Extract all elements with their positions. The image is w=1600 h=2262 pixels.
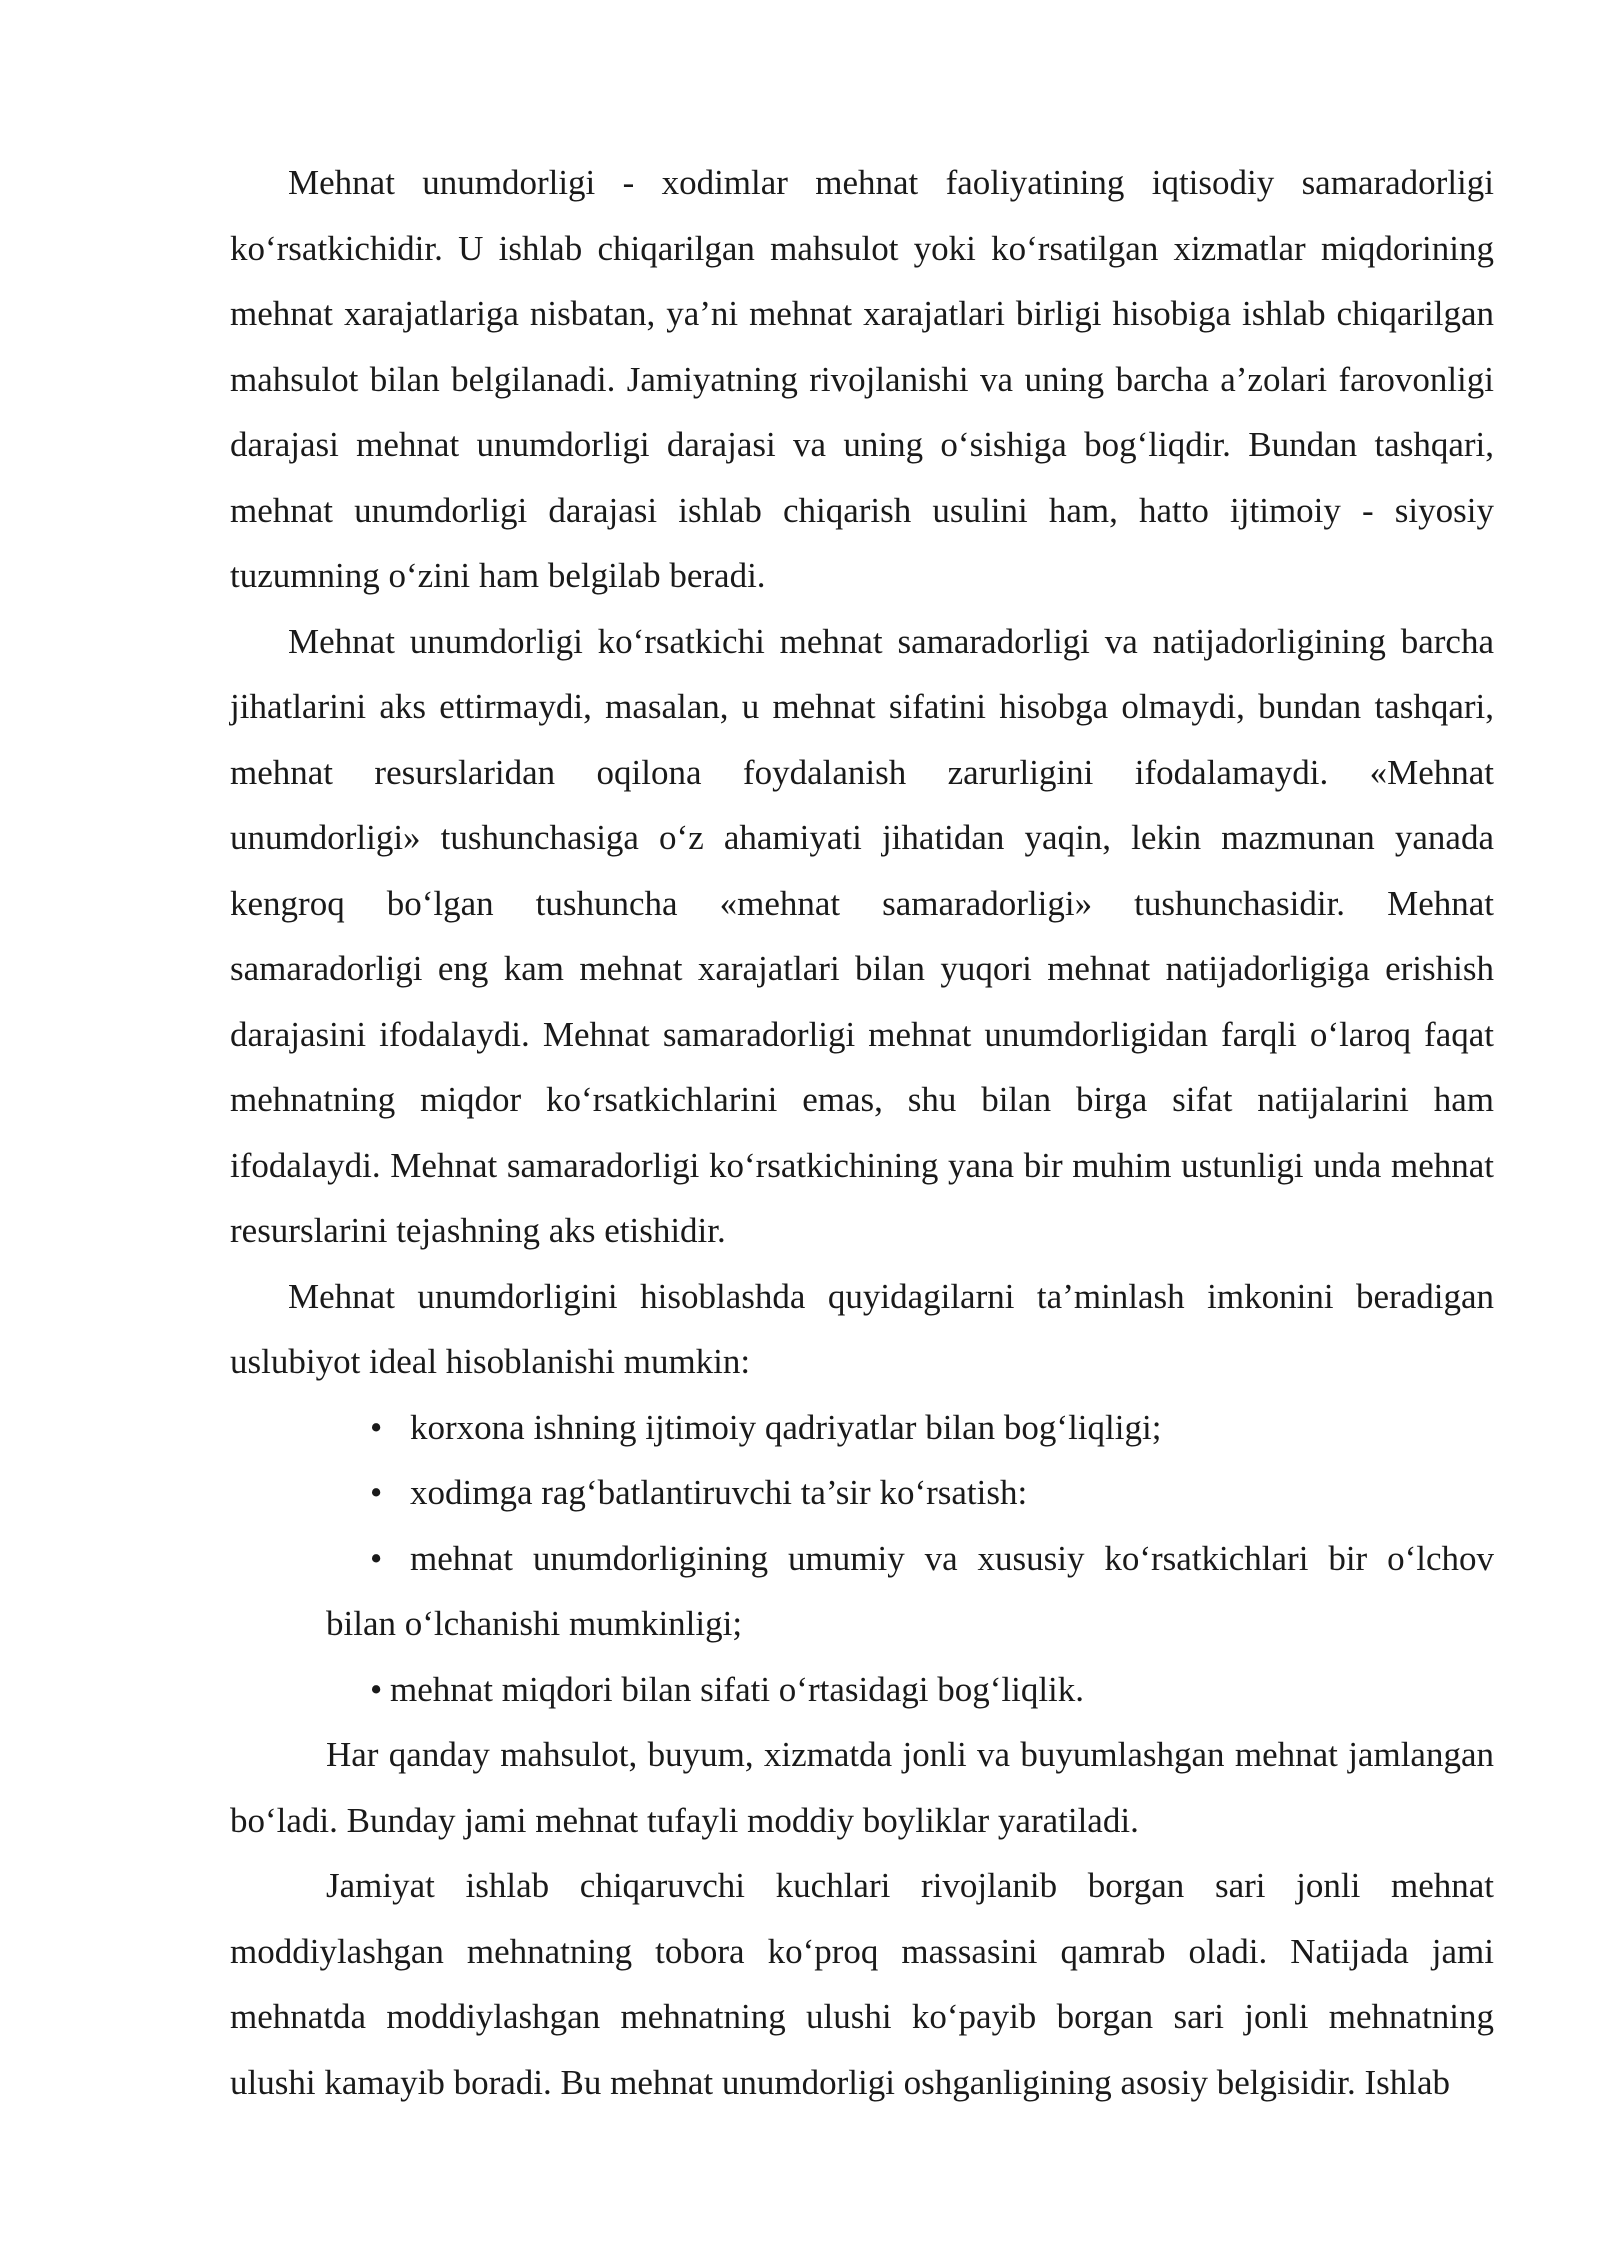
methodology-bullet-list — [230, 1395, 1494, 1723]
list-item — [326, 1460, 1494, 1526]
paragraph-definition: Mehnat unumdorligi - xodimlar mehnat faoliyatining iqtisodiy samaradorligi ko‘rsatkichidir. U ishlab chiqarilgan mahsulot yoki ko‘rsatilgan xizmatlar miqdorining mehnat xarajatlariga nisbatan, ya’ni mehnat xarajatlari birligi hisobiga ishlab chiqarilgan mahsulot bilan belgilanadi. Jamiyatning rivojlanishi va uning barcha a’zolari farovonligi darajasi mehnat unumdorligi darajasi va uning o‘sishiga bog‘liqdir. Bundan tashqari, mehnat unumdorligi darajasi ishlab chiqarish usulini ham, hatto ijtimoiy - siyosiy tuzumning o‘zini ham belgilab beradi. — [230, 163, 1494, 595]
list-item-text: xodimga rag‘batlantiruvchi ta’sir ko‘rsatish: — [410, 1473, 1028, 1512]
list-item-text: korxona ishning ijtimoiy qadriyatlar bilan bog‘liqligi; — [410, 1407, 1162, 1447]
paragraph-productive-forces: Jamiyat ishlab chiqaruvchi kuchlari rivojlanib borgan sari jonli mehnat moddiylashgan mehnatning tobora ko‘proq massasini qamrab oladi. Natijada jami mehnatda moddiylashgan mehnatning ulushi ko‘payib borgan sari jonli mehnatning ulushi kamayib boradi. Bu mehnat unumdorligi oshganligining asosiy belgisidir. Ishlab — [230, 1866, 1494, 2102]
list-item — [326, 1395, 1494, 1461]
paragraph-indicator: Mehnat unumdorligi ko‘rsatkichi mehnat samaradorligi va natijadorligining barcha jihatlarini aks ettirmaydi, masalan, u mehnat sifatini hisobga olmaydi, bundan tashqari, mehnat resurslaridan oqilona foydalanish zarurligini ifodalamaydi. «Mehnat unumdorligi» tushunchasiga o‘z ahamiyati jihatidan yaqin, lekin mazmunan yanada kengroq bo‘lgan tushuncha «mehnat samaradorligi» tushunchasidir. Mehnat samaradorligi eng kam mehnat xarajatlari bilan yuqori mehnat natijadorligiga erishish darajasini ifodalaydi. Mehnat samaradorligi mehnat unumdorligidan farqli o‘laroq faqat mehnatning miqdor ko‘rsatkichlarini emas, shu bilan birga sifat natijalarini ham ifodalaydi. Mehnat samaradorligi ko‘rsatkichining yana bir muhim ustunligi unda mehnat resurslarini tejashning aks etishidir. — [230, 621, 1494, 1250]
list-item-text: mehnat unumdorligining umumiy va xususiy ko‘rsatkichlari bir o‘lchov bilan o‘lchanishi mumkinligi; — [326, 1538, 1494, 1643]
list-item — [326, 1657, 1494, 1723]
list-item — [326, 1526, 1494, 1657]
paragraph-methodology-intro: Mehnat unumdorligini hisoblashda quyidagilarni ta’minlash imkonini beradigan uslubiyot ideal hisoblanishi mumkin: — [230, 1276, 1494, 1381]
bullet-icon: • — [370, 1669, 383, 1709]
list-item-text: mehnat miqdori bilan sifati o‘rtasidagi bog‘liqlik. — [390, 1669, 1085, 1709]
document-body — [230, 150, 1494, 2115]
bullet-icon: • — [370, 1407, 383, 1447]
paragraph-total-labour: Har qanday mahsulot, buyum, xizmatda jonli va buyumlashgan mehnat jamlangan bo‘ladi. Bunday jami mehnat tufayli moddiy boyliklar yaratiladi. — [230, 1735, 1494, 1840]
bullet-icon: • — [370, 1538, 383, 1578]
bullet-icon: • — [370, 1473, 383, 1512]
